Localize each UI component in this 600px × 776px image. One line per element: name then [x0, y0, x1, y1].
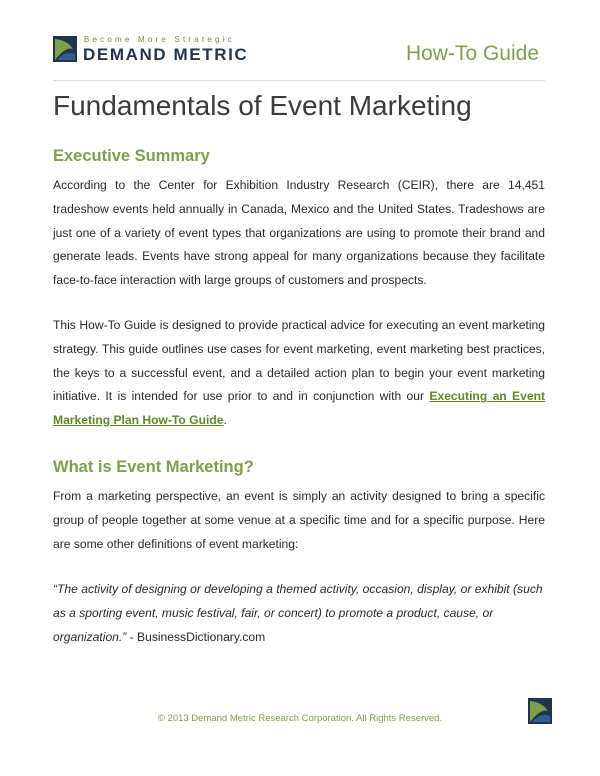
- what-is-body: [53, 485, 545, 556]
- copyright-footer: © 2013 Demand Metric Research Corporation. All Rights Reserved.: [157, 713, 443, 724]
- quote-text: “The activity of designing or developing a themed activity, occasion, display, or exhibit (such as a sporting event, music festival, fair, or concert) to promote a product, cause, or organization.”: [53, 582, 543, 644]
- page-header: [53, 30, 545, 80]
- definition-quote: [53, 578, 545, 649]
- executive-summary-heading: Executive Summary: [53, 147, 210, 165]
- definition-quote-block: [53, 578, 545, 649]
- what-is-event-marketing-heading: What is Event Marketing?: [53, 458, 254, 476]
- executive-summary-body: [53, 174, 545, 293]
- executive-summary-section: [53, 147, 545, 166]
- paragraph-2-end: .: [223, 413, 227, 428]
- header-divider: [53, 80, 545, 81]
- what-is-paragraph: From a marketing perspective, an event is simply an activity designed to bring a specific group of people together at some venue at a specific time and for a specific purpose. Here are some other definitions of event marketing:: [53, 489, 545, 551]
- quote-source: - BusinessDictionary.com: [126, 629, 266, 644]
- demand-metric-logo-icon: [53, 36, 77, 62]
- executive-summary-paragraph-2: [53, 314, 545, 433]
- executive-summary-paragraph-1: According to the Center for Exhibition Industry Research (CEIR), there are 14,451 tradeshow events held annually in Canada, Mexico and the United States. Tradeshows are just one of a variety of event types that organizations are using to promote their brand and generate leads. Events have strong appeal for many organizations because they facilitate face-to-face interaction with large groups of customers and prospects.: [53, 178, 545, 288]
- what-is-section: [53, 458, 545, 477]
- paragraph-2-text: This How-To Guide is designed to provide practical advice for executing an event marketing strategy. This guide outlines use cases for event marketing, event marketing best practices, the keys to a successful event, and a detailed action plan to begin your event marketing initiative. It is intended for use prior to and in conjunction with our: [53, 318, 545, 404]
- executing-event-marketing-plan-link[interactable]: Executing an Event Marketing Plan How-To Guide: [53, 389, 545, 428]
- page-title: Fundamentals of Event Marketing: [53, 90, 472, 121]
- document-type-label: How-To Guide: [405, 42, 539, 65]
- executive-summary-body-2: [53, 314, 545, 433]
- footer-logo-icon: [528, 698, 552, 724]
- brand-name: DEMAND METRIC: [83, 45, 249, 64]
- brand-tagline: Become More Strategic: [84, 35, 235, 44]
